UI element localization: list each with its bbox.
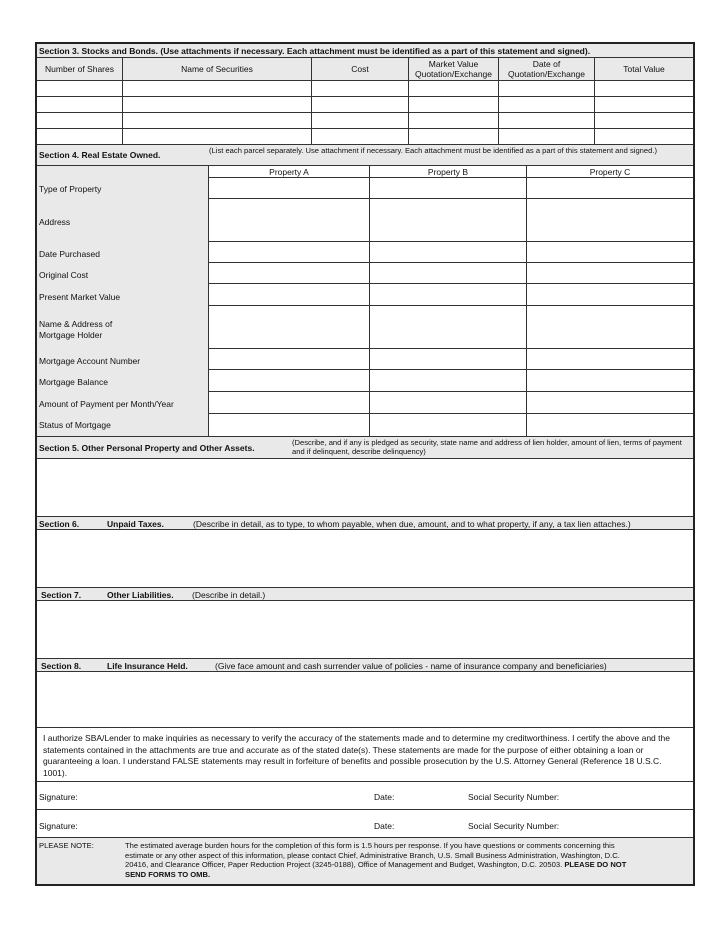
col-divider bbox=[312, 81, 409, 145]
col-label: Total Value bbox=[623, 64, 665, 74]
col-divider bbox=[370, 178, 527, 436]
signature-row[interactable] bbox=[37, 782, 693, 810]
section7-text-area[interactable] bbox=[37, 601, 693, 658]
property-label: Property A bbox=[269, 167, 309, 177]
section3-header bbox=[37, 44, 693, 58]
section8-header bbox=[37, 658, 693, 672]
col-date-of-quotation bbox=[499, 58, 595, 81]
section5-text-area[interactable] bbox=[37, 459, 693, 516]
label-mortgage-account-number: Mortgage Account Number bbox=[39, 356, 141, 366]
section5-header bbox=[37, 436, 693, 459]
property-b-header bbox=[370, 166, 527, 178]
section7-note: (Describe in detail.) bbox=[192, 590, 266, 600]
label-status-of-mortgage: Status of Mortgage bbox=[39, 420, 111, 430]
please-note-emphasis: PLEASE DO NOT SEND FORMS TO OMB. bbox=[125, 860, 627, 879]
label-mortgage-holder: Name & Address of Mortgage Holder bbox=[39, 319, 113, 340]
authorization-statement bbox=[37, 727, 693, 782]
col-number-of-shares bbox=[37, 58, 123, 81]
col-name-of-securities bbox=[123, 58, 312, 81]
label-address: Address bbox=[39, 217, 71, 227]
ssn-label: Social Security Number: bbox=[468, 792, 560, 802]
section8-note: (Give face amount and cash surrender value of policies - name of insurance company and beneficiaries) bbox=[215, 661, 607, 671]
please-note-box bbox=[37, 838, 693, 884]
signature-label: Signature: bbox=[39, 821, 78, 831]
please-note-label: PLEASE NOTE: bbox=[39, 841, 94, 850]
authorization-text: I authorize SBA/Lender to make inquiries as necessary to verify the accuracy of the statements made and to determine my creditworthiness. I certify the above and the statements contained in the attachments are true and accurate as of the stated date(s). These statements are made for the purpose of either obtaining a loan or guaranteeing a loan. I understand FALSE statements may result in forfeiture of benefits and possible prosecution by the U.S. Attorney General (Reference 18 U.S.C. 1001). bbox=[43, 733, 670, 778]
section6-text-area[interactable] bbox=[37, 530, 693, 587]
section8-text-area[interactable] bbox=[37, 672, 693, 727]
section4-property-grid bbox=[209, 178, 693, 436]
section4-label-column bbox=[37, 166, 209, 436]
financial-statement-form bbox=[35, 42, 695, 886]
property-label: Property C bbox=[589, 167, 631, 177]
section4-note: (List each parcel separately. Use attachment if necessary. Each attachment must be identified as a part of this statement and signed.) bbox=[209, 146, 657, 155]
section8-number: Section 8. bbox=[41, 661, 82, 671]
label-date-purchased: Date Purchased bbox=[39, 249, 100, 259]
section6-title: Unpaid Taxes. bbox=[107, 519, 164, 529]
section7-header bbox=[37, 587, 693, 601]
col-cost bbox=[312, 58, 409, 81]
please-note-text bbox=[125, 841, 635, 879]
section4-property-headers bbox=[209, 166, 693, 178]
ssn-label: Social Security Number: bbox=[468, 821, 560, 831]
section5-title: Section 5. Other Personal Property and Other Assets. bbox=[39, 443, 255, 453]
signature-row[interactable] bbox=[37, 810, 693, 838]
col-divider bbox=[409, 81, 499, 145]
section3-rows bbox=[37, 81, 693, 145]
section3-column-headers bbox=[37, 58, 693, 81]
section8-title: Life Insurance Held. bbox=[107, 661, 188, 671]
section7-title: Other Liabilities. bbox=[107, 590, 174, 600]
section7-number: Section 7. bbox=[41, 590, 82, 600]
col-total-value bbox=[595, 58, 693, 81]
date-label: Date: bbox=[374, 792, 395, 802]
section4-header bbox=[37, 145, 693, 166]
label-payment-per-month-year: Amount of Payment per Month/Year bbox=[39, 399, 174, 409]
col-label: Market Value Quotation/Exchange bbox=[414, 59, 493, 79]
col-label: Cost bbox=[351, 64, 369, 74]
col-label: Number of Shares bbox=[45, 64, 114, 74]
please-note-body: The estimated average burden hours for the completion of this form is 1.5 hours per response. If you have questions or comments concerning this estimate or any other aspect of this information, please contact Chief, Administrative Branch, U.S. Small Business Administration, Washington, D.C. 20416, and Clearance Officer, Paper Reduction Project (3245-0188), Office of Management and Budget, Washington, D.C. 20503. bbox=[125, 841, 620, 870]
label-present-market-value: Present Market Value bbox=[39, 292, 121, 302]
col-divider bbox=[499, 81, 595, 145]
property-c-header bbox=[527, 166, 693, 178]
col-divider bbox=[123, 81, 312, 145]
property-a-header bbox=[209, 166, 370, 178]
section6-note: (Describe in detail, as to type, to whom payable, when due, amount, and to what property, if any, a tax lien attaches.) bbox=[193, 519, 631, 529]
col-divider bbox=[37, 81, 123, 145]
label-type-of-property: Type of Property bbox=[39, 184, 102, 194]
col-label: Name of Securities bbox=[181, 64, 253, 74]
section5-note: (Describe, and if any is pledged as security, state name and address of lien holder, amount of lien, terms of payment and if delinquent, describe delinquency) bbox=[292, 438, 682, 456]
signature-label: Signature: bbox=[39, 792, 78, 802]
section4-title: Section 4. Real Estate Owned. bbox=[39, 150, 161, 160]
section3-title: Section 3. Stocks and Bonds. (Use attachments if necessary. Each attachment must be identified as a part of this statement and signed). bbox=[39, 46, 591, 56]
col-label: Date of Quotation/Exchange bbox=[507, 59, 586, 79]
property-label: Property B bbox=[427, 167, 469, 177]
col-market-value bbox=[409, 58, 499, 81]
section6-header bbox=[37, 516, 693, 530]
label-original-cost: Original Cost bbox=[39, 270, 89, 280]
date-label: Date: bbox=[374, 821, 395, 831]
label-mortgage-balance: Mortgage Balance bbox=[39, 377, 108, 387]
section6-number: Section 6. bbox=[39, 519, 80, 529]
col-divider bbox=[209, 178, 370, 436]
